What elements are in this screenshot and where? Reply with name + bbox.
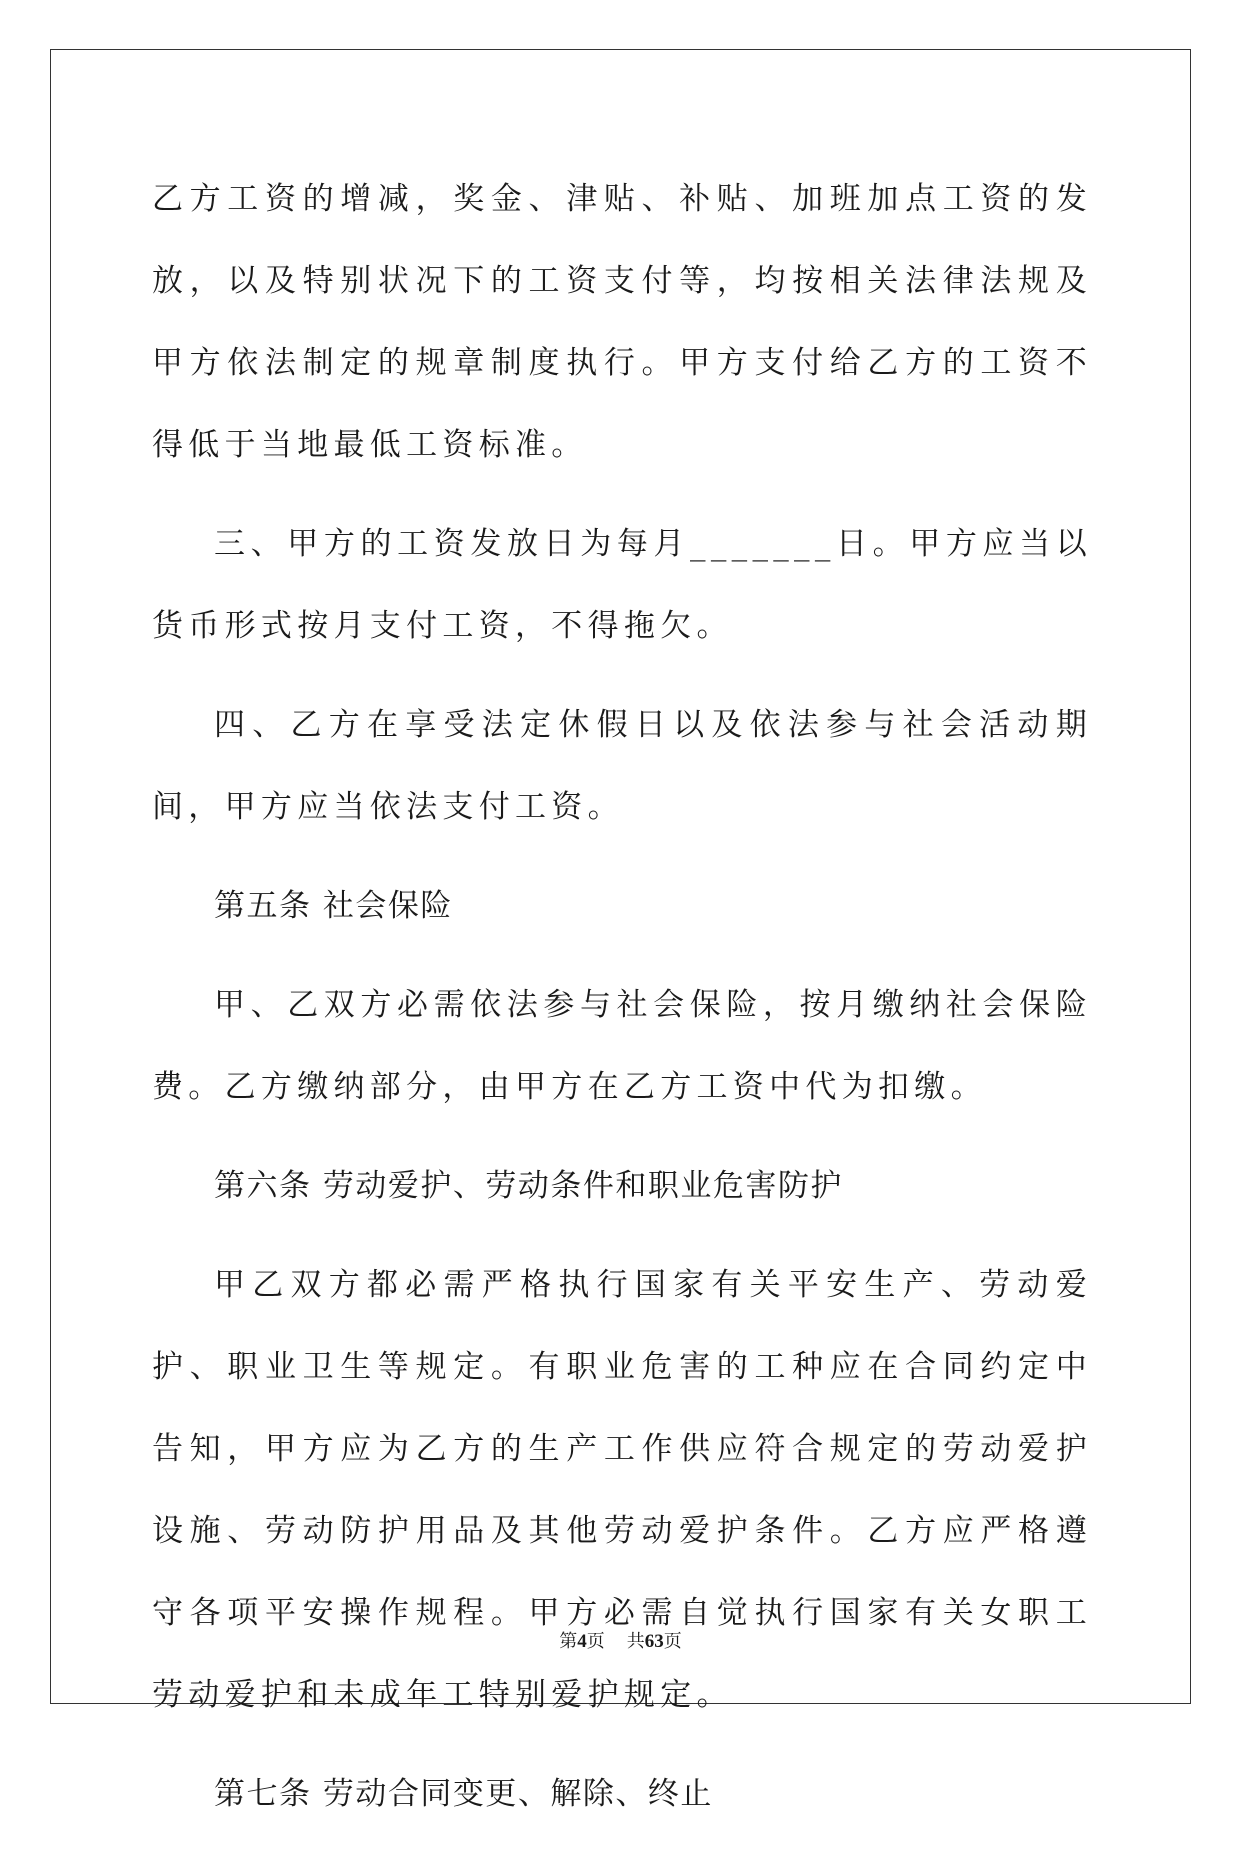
article-7-heading: 第七条 劳动合同变更、解除、终止 — [214, 1776, 713, 1812]
paragraph-pay-day: 三、甲方的工资发放日为每月_______日。甲方应当以货币形式按月支付工资，不得拖欠。 — [152, 526, 1092, 644]
total-prefix: 共 — [626, 1631, 645, 1652]
page-footer — [0, 1630, 1241, 1654]
total-pages: 63 — [644, 1631, 664, 1652]
paragraph-wage-adjustments: 乙方工资的增减，奖金、津贴、补贴、加班加点工资的发放，以及特别状况下的工资支付等，均按相关法律法规及甲方依法制定的规章制度执行。甲方支付给乙方的工资不得低于当地最低工资标准。 — [152, 181, 1092, 463]
page-number: 4 — [577, 1631, 587, 1652]
page-prefix: 第 — [559, 1631, 578, 1652]
total-suffix: 页 — [663, 1631, 682, 1652]
paragraph-labor-protection: 甲乙双方都必需严格执行国家有关平安生产、劳动爱护、职业卫生等规定。有职业危害的工种应在合同约定中告知，甲方应为乙方的生产工作供应符合规定的劳动爱护设施、劳动防护用品及其他劳动爱护条件。乙方应严格遵守各项平安操作规程。甲方必需自觉执行国家有关女职工劳动爱护和未成年工特别爱护规定。 — [152, 1267, 1092, 1713]
document-body — [152, 158, 1092, 1852]
article-6-heading: 第六条 劳动爱护、劳动条件和职业危害防护 — [214, 1168, 843, 1204]
article-5-heading: 第五条 社会保险 — [214, 888, 453, 924]
page-suffix: 页 — [586, 1631, 605, 1652]
paragraph-social-insurance: 甲、乙双方必需依法参与社会保险，按月缴纳社会保险费。乙方缴纳部分，由甲方在乙方工资中代为扣缴。 — [152, 987, 1092, 1105]
paragraph-holiday-pay: 四、乙方在享受法定休假日以及依法参与社会活动期间，甲方应当依法支付工资。 — [152, 707, 1092, 825]
